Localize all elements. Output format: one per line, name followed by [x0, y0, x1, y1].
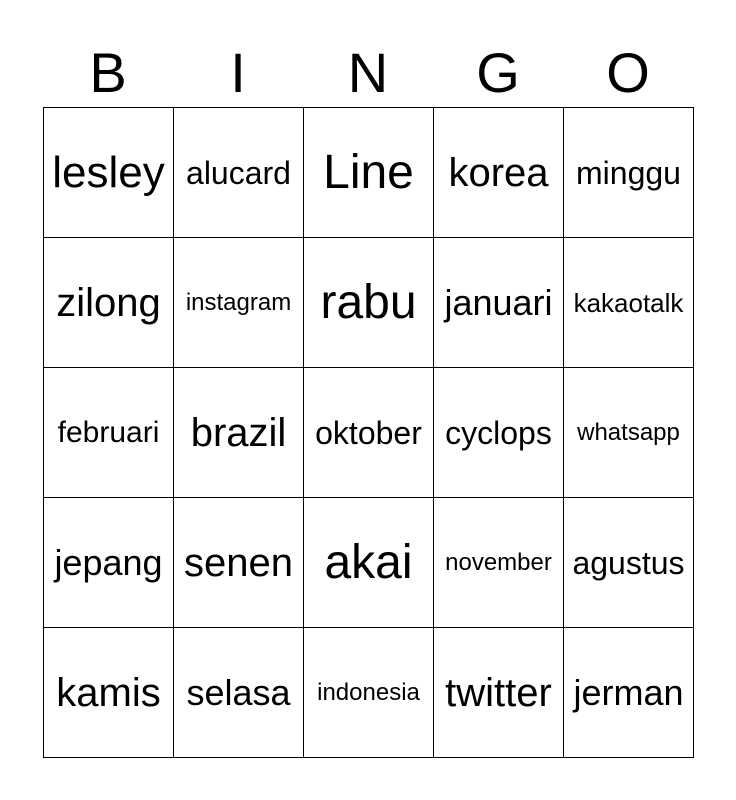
cell-label: cyclops — [445, 414, 552, 451]
cell-label: jepang — [54, 541, 163, 583]
bingo-cell[interactable] — [434, 108, 564, 238]
bingo-cell[interactable] — [174, 498, 304, 628]
cell-label: indonesia — [317, 678, 420, 706]
cell-label: akai — [324, 535, 413, 589]
cell-label: januari — [444, 281, 553, 323]
bingo-cell[interactable] — [304, 628, 434, 758]
bingo-cell[interactable] — [564, 368, 694, 498]
bingo-cell[interactable] — [304, 498, 434, 628]
bingo-cell[interactable] — [174, 628, 304, 758]
cell-label: agustus — [572, 544, 685, 581]
cell-label: kakaotalk — [573, 287, 684, 318]
bingo-cell[interactable] — [174, 238, 304, 368]
cell-label: selasa — [186, 671, 291, 713]
cell-label: whatsapp — [577, 418, 680, 446]
cell-label: minggu — [576, 154, 681, 191]
cell-label: februari — [57, 415, 160, 449]
cell-label: korea — [448, 150, 549, 195]
cell-label: lesley — [52, 147, 165, 197]
cell-label: rabu — [320, 275, 417, 329]
header-letter-n: N — [347, 41, 389, 104]
cell-label: brazil — [190, 410, 287, 455]
cell-label: kamis — [56, 670, 161, 715]
bingo-cell[interactable] — [434, 498, 564, 628]
cell-label: jerman — [573, 671, 684, 713]
bingo-board — [43, 107, 694, 758]
bingo-cell[interactable] — [564, 238, 694, 368]
bingo-cell[interactable] — [304, 238, 434, 368]
bingo-cell[interactable] — [44, 108, 174, 238]
bingo-cell[interactable] — [564, 498, 694, 628]
bingo-cell[interactable] — [44, 628, 174, 758]
cell-label: zilong — [56, 280, 161, 325]
bingo-cell[interactable] — [304, 368, 434, 498]
bingo-cell[interactable] — [304, 108, 434, 238]
bingo-cell[interactable] — [564, 108, 694, 238]
cell-label: senen — [184, 540, 293, 585]
cell-label: november — [445, 548, 552, 576]
header-letter-o: O — [606, 41, 650, 104]
header-letter-g: G — [476, 41, 520, 104]
cell-label: Line — [323, 145, 414, 199]
cell-label: alucard — [186, 154, 291, 191]
cell-label: oktober — [315, 414, 422, 451]
bingo-cell[interactable] — [434, 368, 564, 498]
bingo-cell[interactable] — [174, 368, 304, 498]
bingo-cell[interactable] — [44, 238, 174, 368]
bingo-cell[interactable] — [44, 498, 174, 628]
bingo-cell[interactable] — [564, 628, 694, 758]
header-letter-b: B — [89, 41, 127, 104]
bingo-cell[interactable] — [434, 238, 564, 368]
cell-label: twitter — [445, 670, 552, 715]
bingo-cell[interactable] — [434, 628, 564, 758]
bingo-cell[interactable] — [44, 368, 174, 498]
cell-label: instagram — [185, 288, 292, 316]
header-letter-i: I — [230, 41, 246, 104]
bingo-cell[interactable] — [174, 108, 304, 238]
bingo-header — [43, 38, 693, 108]
